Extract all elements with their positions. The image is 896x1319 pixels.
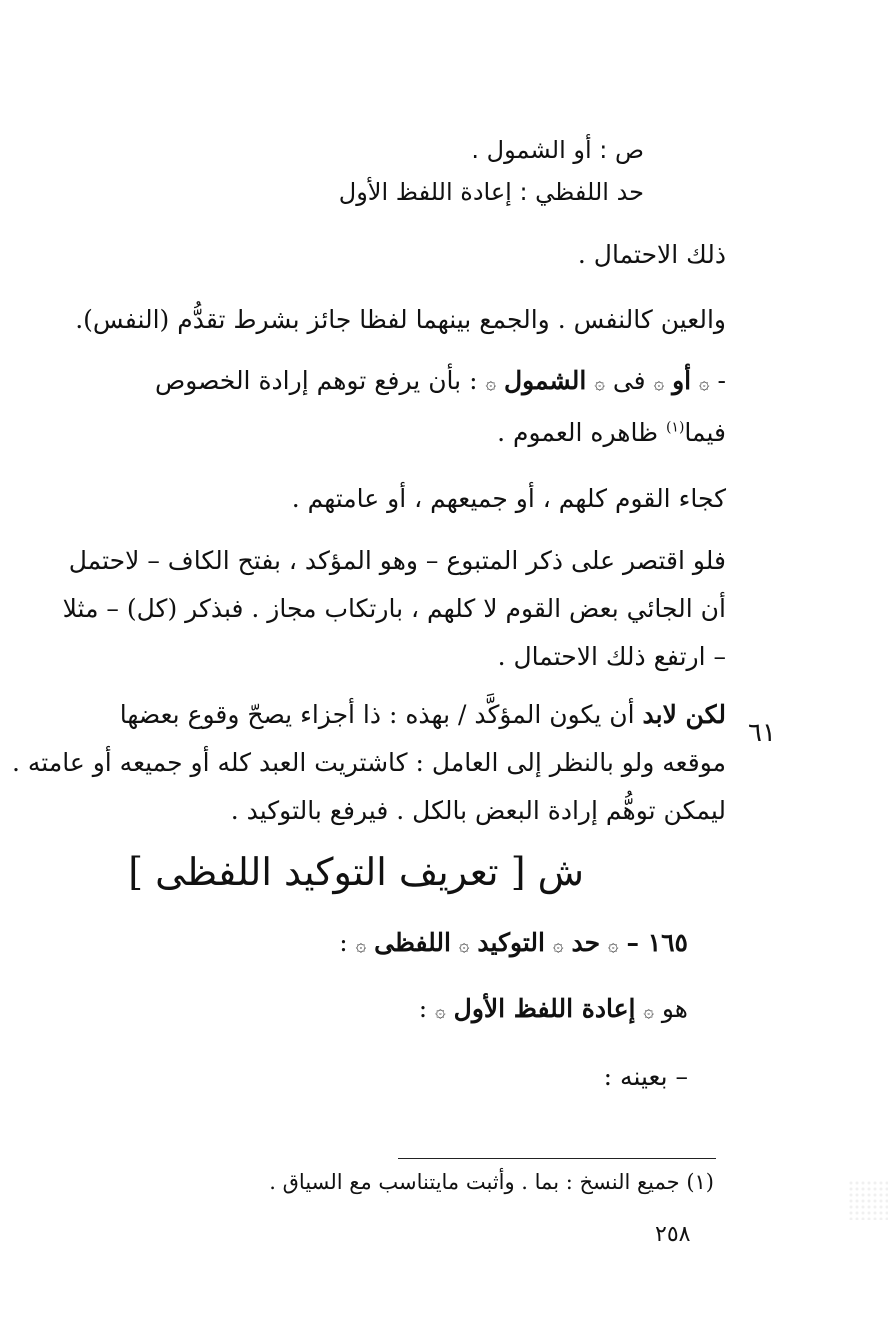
paragraph-6-a: أن يكون المؤكَّد / بهذه : ذا أجزاء يصحّ وقوع بعضها xyxy=(119,700,635,729)
ornament-icon: ۞ xyxy=(485,373,496,394)
paragraph-2: والعين كالنفس . والجمع بينهما لفظا جائز بشرط تقدُّم (النفس). xyxy=(75,305,726,334)
paragraph-5-line-1: فلو اقتصر على ذكر المتبوع – وهو المؤكد ، بفتح الكاف – لاحتمل xyxy=(68,546,726,575)
paragraph-6-line-2: موقعه ولو بالنظر إلى العامل : كاشتريت العبد كله أو جميعه أو عامته . xyxy=(11,748,726,777)
term-shumul: الشمول xyxy=(503,366,587,395)
footnote-divider xyxy=(398,1158,716,1159)
ornament-icon: ۞ xyxy=(607,935,619,956)
term-tawkid: التوكيد xyxy=(477,928,545,957)
item-number: ١٦٥ – xyxy=(626,928,688,957)
term-lafzi: اللفظى xyxy=(374,928,451,957)
term-lakin-la-budd: لكن لابد xyxy=(642,700,726,729)
colon: : xyxy=(339,928,348,957)
paragraph-3-line-2 xyxy=(40,418,726,448)
ornament-icon: ۞ xyxy=(552,935,564,956)
paragraph-5-line-2: أن الجائي بعض القوم لا كلهم ، بارتكاب مجاز . فبذكر (كل) – مثلا xyxy=(62,594,726,623)
ornament-icon: ۞ xyxy=(653,373,665,394)
paragraph-3-end: ظاهره العموم . xyxy=(497,418,658,447)
paragraph-5-line-3: – ارتفع ذلك الاحتمال . xyxy=(497,642,726,671)
page-number: ٢٥٨ xyxy=(655,1222,691,1247)
definition-text xyxy=(40,994,688,1024)
ornament-icon: ۞ xyxy=(355,935,367,956)
definition-165 xyxy=(40,928,688,958)
header-line-1: ص : أو الشمول . xyxy=(471,136,644,164)
colon: : xyxy=(418,994,428,1023)
section-heading: ش [ تعريف التوكيد اللفظى ] xyxy=(128,850,584,894)
dash: - xyxy=(709,366,726,395)
footnote: (١) جميع النسخ : بما . وأثبت مايتناسب مع السياق . xyxy=(269,1170,714,1194)
term-had: حد xyxy=(571,928,601,957)
ornament-icon: ۞ xyxy=(435,1001,446,1022)
word-huwa: هو xyxy=(661,994,688,1023)
paragraph-6-line-3: ليمكن توهُّم إرادة البعض بالكل . فيرفع بالتوكيد . xyxy=(230,796,726,825)
paragraph-6-line-1 xyxy=(40,700,726,730)
ornament-icon: ۞ xyxy=(458,935,470,956)
ornament-icon: ۞ xyxy=(643,1001,654,1022)
paragraph-3-rest: : بأن يرفع توهم إرادة الخصوص xyxy=(154,366,478,395)
term-ao: أو xyxy=(672,366,692,395)
paragraph-9: – بعينه : xyxy=(603,1062,688,1091)
word-fima: فيما xyxy=(684,418,726,447)
paragraph-1: ذلك الاحتمال . xyxy=(577,240,726,269)
word-fi: فى xyxy=(612,366,646,395)
margin-number: ٦١ xyxy=(748,718,776,748)
paragraph-4: كجاء القوم كلهم ، أو جميعهم ، أو عامتهم . xyxy=(291,484,726,513)
ornament-icon: ۞ xyxy=(699,373,710,394)
ornament-icon: ۞ xyxy=(594,373,605,394)
header-line-2: حد اللفظي : إعادة اللفظ الأول xyxy=(338,178,644,206)
scan-noise xyxy=(848,1180,888,1220)
term-iada: إعادة اللفظ الأول xyxy=(453,994,636,1023)
paragraph-3-line-1 xyxy=(40,366,726,396)
footnote-ref: (١) xyxy=(665,419,685,436)
